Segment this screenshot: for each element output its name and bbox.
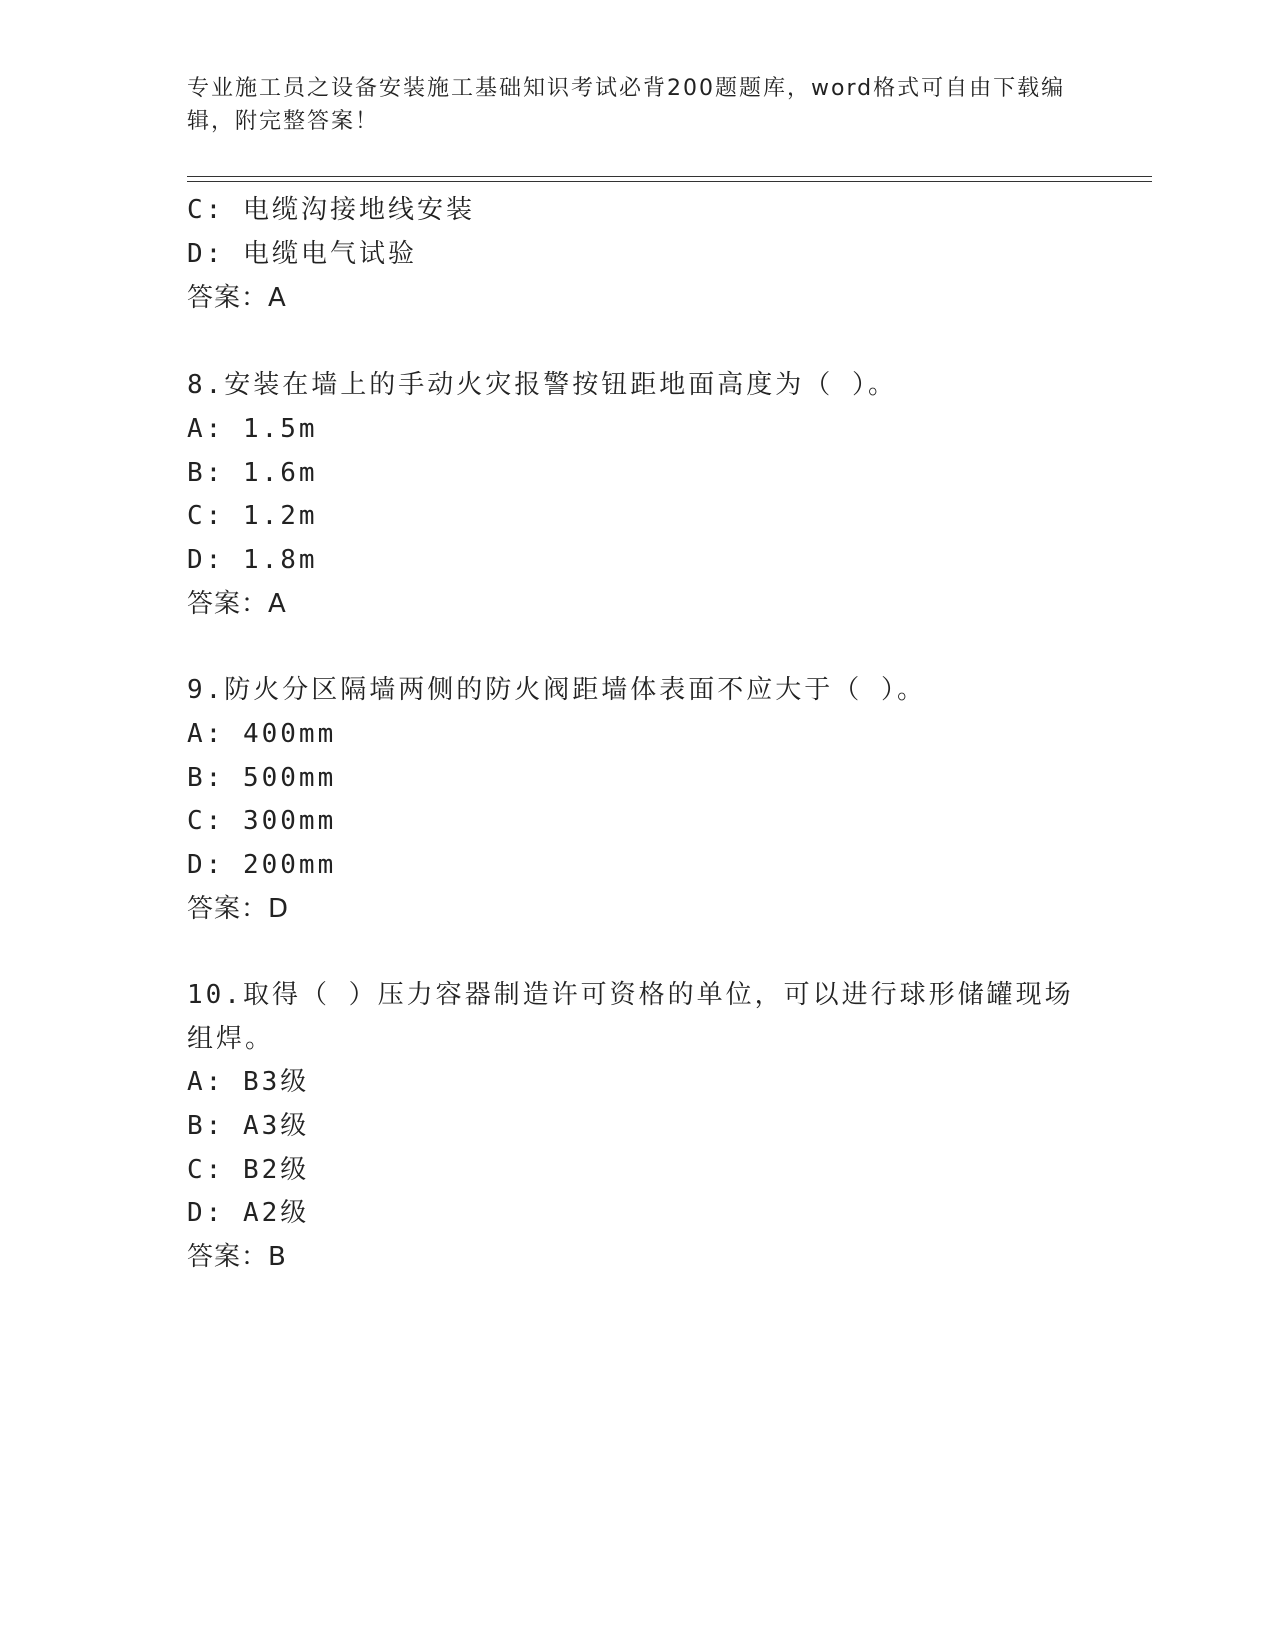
header-rule-top: [187, 176, 1152, 177]
option-d: D: 1.8m: [187, 545, 318, 575]
answer-line: 答案：A: [187, 589, 287, 619]
option-d: D: 电缆电气试验: [187, 239, 417, 269]
header-rule-bottom: [187, 181, 1152, 182]
answer-line: 答案：B: [187, 1242, 287, 1272]
question-stem-continued: 组焊。: [187, 1024, 275, 1054]
option-c: C: 1.2m: [187, 501, 318, 531]
option-a: A: B3级: [187, 1067, 310, 1097]
option-b: B: 1.6m: [187, 458, 318, 488]
option-a: A: 400mm: [187, 719, 337, 749]
option-d: D: 200mm: [187, 850, 337, 880]
page-header: 专业施工员之设备安装施工基础知识考试必背200题题库，word格式可自由下载编辑，附完整答案！: [187, 76, 1066, 134]
option-d: D: A2级: [187, 1198, 310, 1228]
option-b: B: 500mm: [187, 763, 337, 793]
question-stem: 9.防火分区隔墙两侧的防火阀距墙体表面不应大于（ ）。: [187, 675, 926, 705]
option-c: C: B2级: [187, 1155, 310, 1185]
question-stem: 8.安装在墙上的手动火灾报警按钮距地面高度为（ ）。: [187, 370, 897, 400]
answer-line: 答案：D: [187, 894, 290, 924]
option-c: C: 300mm: [187, 806, 337, 836]
question-stem: 10.取得（ ）压力容器制造许可资格的单位，可以进行球形储罐现场: [187, 980, 1074, 1010]
option-a: A: 1.5m: [187, 414, 318, 444]
answer-line: 答案：A: [187, 283, 287, 313]
option-c: C: 电缆沟接地线安装: [187, 195, 475, 225]
option-b: B: A3级: [187, 1111, 310, 1141]
